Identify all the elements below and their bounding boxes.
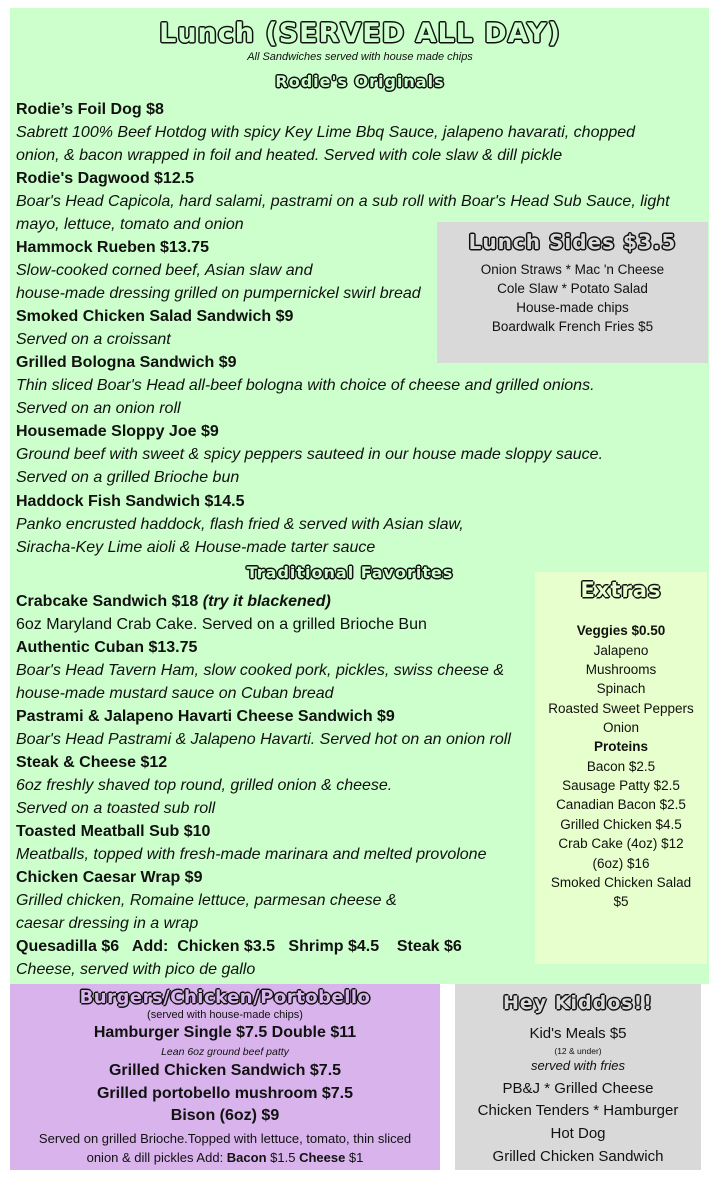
kiddos-title: Hey Kiddos!!: [503, 992, 653, 1014]
kids-meals-price: Kid's Meals $5: [529, 1025, 627, 1042]
burger-item: Grilled portobello mushroom $7.5: [96, 1085, 354, 1102]
extra-item: Roasted Sweet Peppers: [548, 701, 694, 716]
kids-item: Hot Dog: [550, 1125, 606, 1142]
menu-item-desc: Grilled chicken, Romaine lettuce, parmesan cheese &: [16, 892, 397, 909]
footer-bacon-price: $1.5: [266, 1150, 300, 1165]
menu-item-name: Toasted Meatball Sub $10: [16, 823, 211, 840]
menu-item-desc: Served on a grilled Brioche bun: [16, 469, 240, 486]
menu-item-desc: Siracha-Key Lime aioli & House-made tarter sauce: [16, 539, 376, 556]
menu-item-desc: Thin sliced Boar's Head all-beef bologna with choice of cheese and grilled onions.: [16, 377, 595, 394]
extra-item: Onion: [602, 720, 640, 735]
menu-item-desc: Boar's Head Pastrami & Jalapeno Havarti. Served hot on an onion roll: [16, 731, 511, 748]
menu-item-name: Rodie’s Foil Dog $8: [16, 101, 164, 118]
lunch-sides-title: Lunch Sides $3.5: [468, 230, 677, 254]
burger-item: Bison (6oz) $9: [170, 1107, 280, 1124]
extra-item: Canadian Bacon $2.5: [556, 797, 686, 812]
side-item: Onion Straws * Mac 'n Cheese: [480, 262, 665, 277]
footer-cheese: Cheese: [299, 1150, 346, 1165]
menu-item-name: Hammock Rueben $13.75: [16, 239, 209, 256]
menu-item-desc: Served on a croissant: [16, 331, 171, 348]
menu-item-desc: house-made dressing grilled on pumpernickel swirl bread: [16, 285, 421, 302]
extra-item: Sausage Patty $2.5: [562, 778, 680, 793]
burger-item: Grilled Chicken Sandwich $7.5: [108, 1062, 342, 1079]
menu-item-desc: Sabrett 100% Beef Hotdog with spicy Key Lime Bbq Sauce, jalapeno havarati, chopped: [16, 124, 636, 141]
extra-item: Crab Cake (4oz) $12: [558, 836, 684, 851]
menu-item-name: Housemade Sloppy Joe $9: [16, 423, 219, 440]
kids-age-note: (12 & under): [554, 1046, 602, 1056]
extras-title: Extras: [580, 578, 662, 602]
menu-item-desc: Cheese, served with pico de gallo: [16, 961, 256, 978]
kids-item: Grilled Chicken Sandwich: [492, 1148, 664, 1165]
burger-item: Hamburger Single $7.5 Double $11: [93, 1024, 357, 1041]
menu-item-desc: Meatballs, topped with fresh-made marinara and melted provolone: [16, 846, 487, 863]
extra-item: Spinach: [596, 681, 646, 696]
extra-item: Bacon $2.5: [586, 759, 656, 774]
kids-item: Chicken Tenders * Hamburger: [477, 1102, 679, 1119]
menu-item-name: Steak & Cheese $12: [16, 754, 168, 771]
extra-item: (6oz) $16: [592, 856, 650, 871]
menu-item-desc: onion, & bacon wrapped in foil and heated. Served with cole slaw & dill pickle: [16, 147, 563, 164]
menu-item-desc: Slow-cooked corned beef, Asian slaw and: [16, 262, 313, 279]
menu-item-desc: 6oz Maryland Crab Cake. Served on a grilled Brioche Bun: [16, 616, 427, 633]
menu-item-name: Quesadilla $6 Add: Chicken $3.5 Shrimp $4.5 Steak $6: [16, 938, 462, 955]
lunch-title: Lunch (SERVED ALL DAY): [159, 18, 561, 49]
menu-item-desc: caesar dressing in a wrap: [16, 915, 199, 932]
originals-heading: Rodie's Originals: [275, 72, 445, 91]
kids-item: PB&J * Grilled Cheese: [502, 1080, 654, 1097]
menu-item-name: [16, 593, 331, 611]
burgers-title: Burgers/Chicken/Portobello: [79, 987, 371, 1008]
traditional-heading: Traditional Favorites: [246, 563, 454, 582]
burgers-footer: [10, 1150, 440, 1165]
menu-item-name: Grilled Bologna Sandwich $9: [16, 354, 237, 371]
burgers-footer: Served on grilled Brioche.Topped with lettuce, tomato, thin sliced: [38, 1131, 412, 1146]
menu-item-name: Smoked Chicken Salad Sandwich $9: [16, 308, 294, 325]
extra-item: Grilled Chicken $4.5: [560, 817, 682, 832]
menu-item-desc: 6oz freshly shaved top round, grilled onion & cheese.: [16, 777, 393, 794]
menu-item-desc: Served on a toasted sub roll: [16, 800, 216, 817]
menu-item-name: Rodie's Dagwood $12.5: [16, 170, 195, 187]
menu-item-name: Haddock Fish Sandwich $14.5: [16, 493, 245, 510]
proteins-heading: Proteins: [593, 739, 648, 754]
menu-item-desc: Panko encrusted haddock, flash fried & served with Asian slaw,: [16, 516, 464, 533]
menu-item-desc: Boar's Head Capicola, hard salami, pastrami on a sub roll with Boar's Head Sub Sauce, light: [16, 193, 670, 210]
menu-item-desc: mayo, lettuce, tomato and onion: [16, 216, 244, 233]
menu-item-name: Chicken Caesar Wrap $9: [16, 869, 203, 886]
menu-item-note: (try it blackened): [202, 593, 331, 610]
lunch-subtitle: All Sandwiches served with house made chips: [247, 51, 473, 63]
menu-item-desc: house-made mustard sauce on Cuban bread: [16, 685, 334, 702]
extra-item: $5: [613, 894, 629, 909]
footer-bacon: Bacon: [226, 1150, 267, 1165]
menu-item-name: Pastrami & Jalapeno Havarti Cheese Sandwich $9: [16, 708, 395, 725]
menu-item-desc: Ground beef with sweet & spicy peppers sauteed in our house made sloppy sauce.: [16, 446, 604, 463]
extra-item: Smoked Chicken Salad: [550, 875, 692, 890]
menu-item-desc: Boar's Head Tavern Ham, slow cooked pork, pickles, swiss cheese &: [16, 662, 505, 679]
side-item: Cole Slaw * Potato Salad: [497, 281, 648, 296]
extra-item: Mushrooms: [585, 662, 657, 677]
veggies-heading: Veggies $0.50: [576, 623, 666, 638]
footer-text: onion & dill pickles Add:: [86, 1150, 227, 1165]
side-item: Boardwalk French Fries $5: [491, 319, 654, 334]
extra-item: Jalapeno: [593, 643, 649, 658]
footer-cheese-price: $1: [345, 1150, 364, 1165]
menu-item-desc: Served on an onion roll: [16, 400, 181, 417]
menu-item-name-text: Crabcake Sandwich $18: [16, 593, 199, 610]
side-item: House-made chips: [516, 300, 629, 315]
burgers-subtitle: (served with house-made chips): [147, 1009, 303, 1021]
menu-item-name: Authentic Cuban $13.75: [16, 639, 198, 656]
burger-item-note: Lean 6oz ground beef patty: [161, 1046, 289, 1058]
kids-fries-note: served with fries: [531, 1058, 625, 1073]
